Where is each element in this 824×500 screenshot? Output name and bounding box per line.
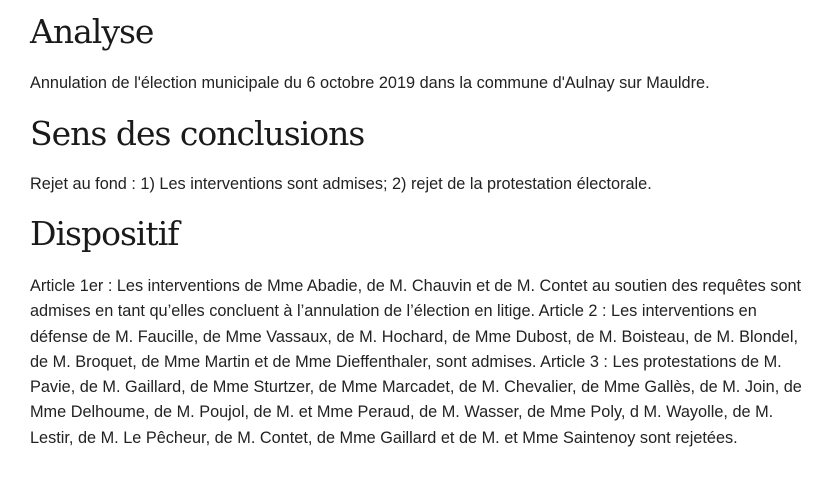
analyse-heading: Analyse xyxy=(30,12,154,51)
dispositif-text: Article 1er : Les interventions de Mme Abadie, de M. Chauvin et de M. Contet au soutien des requêtes sont admises en tant qu’elles concluent à l’annulation de l’élection en litige. Article 2 : Les interventions en défense de M. Faucille, de Mme Vassaux, de M. Hochard, de Mme Dubost, de M. Boisteau, de M. Blondel, de M. Broquet, de Mme Martin et de Mme Dieffenthaler, sont admises. Article 3 : Les protestations de M. Pavie, de M. Gaillard, de Mme Sturtzer, de Mme Marcadet, de M. Chevalier, de Mme Gallès, de M. Join, de Mme Delhoume, de M. Poujol, de M. et Mme Peraud, de M. Wasser, de Mme Poly, d M. Wayolle, de M. Lestir, de M. Le Pêcheur, de M. Contet, de Mme Gaillard et de M. et Mme Saintenoy sont rejetées. xyxy=(30,277,802,447)
conclusions-heading: Sens des conclusions xyxy=(30,114,365,153)
conclusions-text: Rejet au fond : 1) Les interventions sont admises; 2) rejet de la protestation électorale. xyxy=(30,175,652,193)
dispositif-heading: Dispositif xyxy=(30,214,179,253)
analyse-text: Annulation de l'élection municipale du 6 octobre 2019 dans la commune d'Aulnay sur Mauldre. xyxy=(30,74,710,92)
